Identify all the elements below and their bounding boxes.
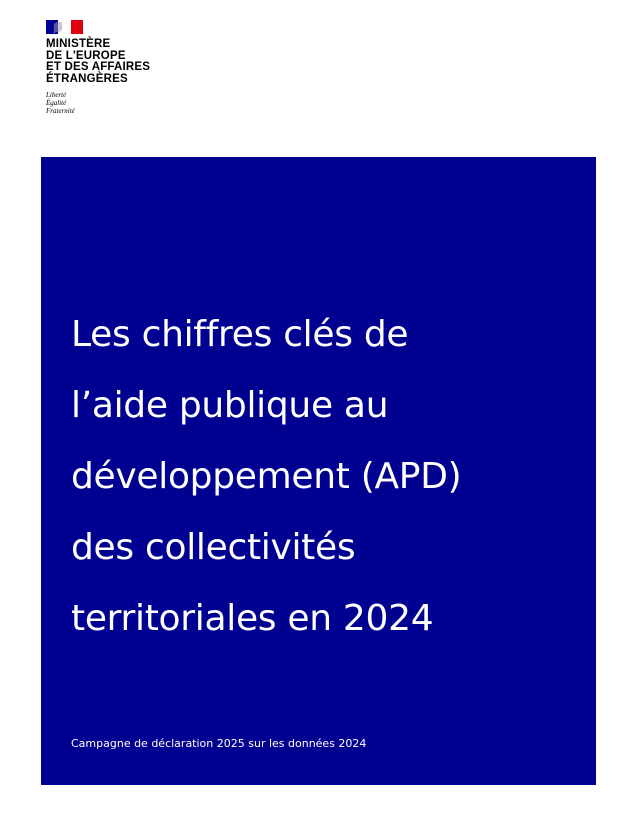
republic-motto [46,91,206,115]
ministry-name-line: MINISTÈRE [46,38,111,50]
marianne-profile-icon [52,21,66,34]
marianne-icon [46,20,83,34]
ministry-logo [46,20,206,115]
motto-line: Liberté [46,91,67,99]
motto-line: Fraternité [46,107,75,115]
cover-title-line: développement (APD) [71,456,462,497]
ministry-name [46,39,206,85]
cover-title [71,299,571,654]
cover-title-line: l’aide publique au [71,385,389,426]
cover-title-line: Les chiffres clés de [71,314,409,355]
cover-subtitle: Campagne de déclaration 2025 sur les données 2024 [71,737,367,750]
cover-title-line: des collectivités [71,527,356,568]
ministry-name-line: ET DES AFFAIRES [46,61,151,73]
cover-panel [41,157,596,785]
ministry-name-line: ÉTRANGÈRES [46,72,128,85]
ministry-name-line: DE L'EUROPE [46,49,126,62]
motto-line: Égalité [46,99,67,107]
cover-title-line: territoriales en 2024 [71,598,434,639]
